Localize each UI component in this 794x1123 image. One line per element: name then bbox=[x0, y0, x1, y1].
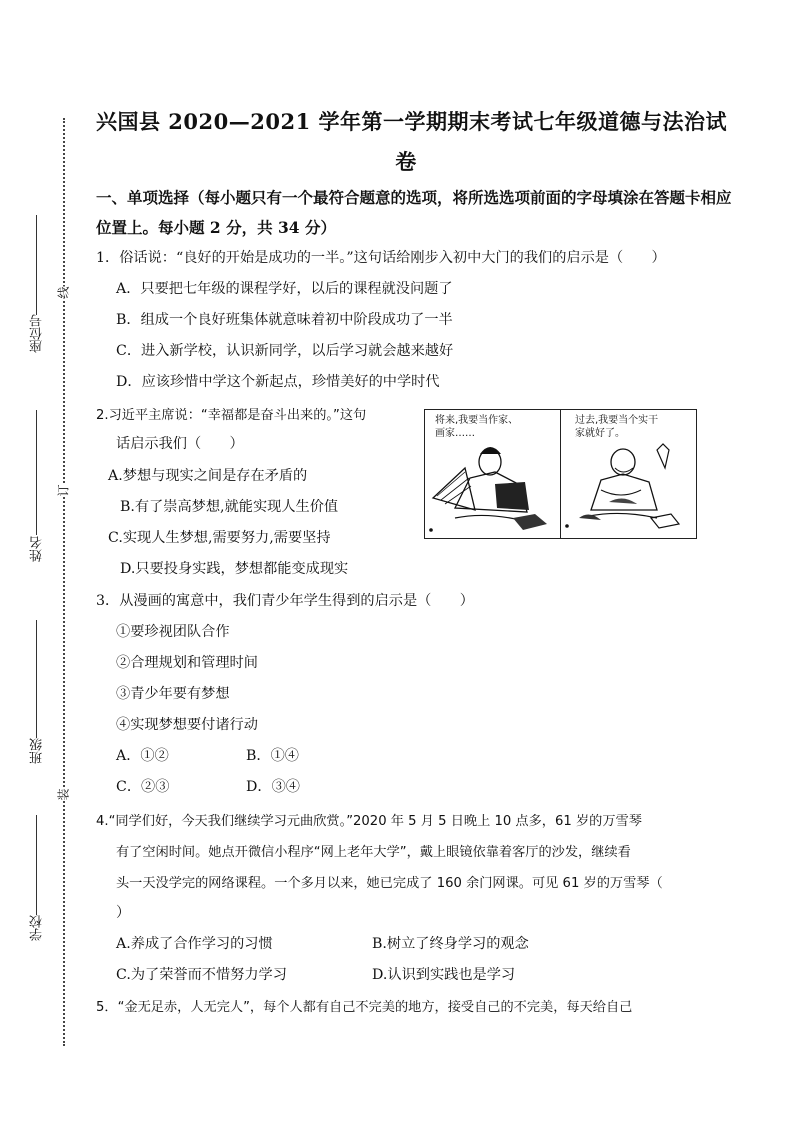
q4-line2: 有了空闲时间。她点开微信小程序“网上老年大学”，戴上眼镜依靠着客厅的沙发，继续看 bbox=[116, 845, 631, 860]
q4-line3: 头一天没学完的网络课程。一个多月以来，她已完成了 160 余门网课。可见 61 岁的万雪琴（ bbox=[116, 876, 663, 891]
q2-stem-line2: 话启示我们（ ） bbox=[116, 436, 244, 452]
q1-option-d: D．应该珍惜中学这个新起点，珍惜美好的中学时代 bbox=[116, 374, 440, 390]
school-underline bbox=[36, 815, 37, 915]
q3-option-c: C．②③ bbox=[116, 779, 170, 795]
section1-heading-line2: 位置上。每小题 2 分，共 34 分） bbox=[96, 218, 336, 237]
binding-dotted-line bbox=[63, 118, 65, 1046]
q2-option-b: B.有了崇高梦想,就能实现人生价值 bbox=[120, 499, 339, 515]
class-underline bbox=[36, 620, 37, 738]
q1-stem: 1．俗话说：“良好的开始是成功的一半。”这句话给刚步入初中大门的我们的启示是（ ） bbox=[96, 250, 666, 266]
q3-option-b: B．①④ bbox=[246, 748, 299, 764]
binding-mark-zhuang: 装 bbox=[56, 788, 71, 801]
section1-heading-line1: 一、单项选择（每小题只有一个最符合题意的选项，将所选选项前面的字母填涂在答题卡相应 bbox=[96, 188, 732, 207]
comic-right-drawing bbox=[561, 410, 696, 538]
q3-item-4: ④实现梦想要付诸行动 bbox=[116, 717, 258, 733]
class-label: 班级 bbox=[30, 738, 45, 764]
binding-mark-xian: 线 bbox=[56, 286, 71, 299]
q3-stem: 3．从漫画的寓意中，我们青少年学生得到的启示是（ ） bbox=[96, 593, 474, 609]
q3-item-3: ③青少年要有梦想 bbox=[116, 686, 230, 702]
binding-mark-ding: 订 bbox=[56, 484, 71, 497]
q2-option-d: D.只要投身实践，梦想都能变成现实 bbox=[120, 561, 349, 577]
name-label: 姓名 bbox=[30, 536, 45, 562]
q2-stem-line1: 2.习近平主席说：“幸福都是奋斗出来的。”这句 bbox=[96, 408, 367, 423]
comic-left-caption-line2: 画家…… bbox=[435, 428, 475, 439]
name-underline bbox=[36, 410, 37, 535]
q3-option-d: D．③④ bbox=[246, 779, 300, 795]
q1-option-b: B．组成一个良好班集体就意味着初中阶段成功了一半 bbox=[116, 312, 453, 328]
comic-panel-left bbox=[425, 410, 560, 538]
q1-option-a: A．只要把七年级的课程学好，以后的课程就没问题了 bbox=[116, 281, 453, 297]
exam-title-line2: 卷 bbox=[395, 149, 417, 174]
q4-option-b: B.树立了终身学习的观念 bbox=[372, 936, 529, 952]
q4-option-d: D.认识到实践也是学习 bbox=[372, 967, 516, 983]
q3-item-1: ①要珍视团队合作 bbox=[116, 624, 230, 640]
q1-option-c: C．进入新学校，认识新同学，以后学习就会越来越好 bbox=[116, 343, 454, 359]
q3-option-a: A．①② bbox=[116, 748, 169, 764]
comic-left-caption-line1: 将来,我要当作家、 bbox=[435, 415, 519, 426]
q2-option-a: A.梦想与现实之间是存在矛盾的 bbox=[108, 468, 308, 484]
q2-option-c: C.实现人生梦想,需要努力,需要坚持 bbox=[108, 530, 331, 546]
comic-left-drawing bbox=[425, 410, 560, 538]
comic-right-caption-line1: 过去,我要当个实干 bbox=[575, 415, 659, 426]
comic-right-caption-line2: 家就好了。 bbox=[575, 428, 625, 439]
q4-line1: 4.“同学们好，今天我们继续学习元曲欣赏。”2020 年 5 月 5 日晚上 10 点多，61 岁的万雪琴 bbox=[96, 814, 642, 829]
q4-option-c: C.为了荣誉而不惜努力学习 bbox=[116, 967, 287, 983]
seat-number-underline bbox=[36, 215, 37, 315]
q4-option-a: A.养成了合作学习的习惯 bbox=[116, 936, 273, 952]
comic-panel-right bbox=[561, 410, 696, 538]
q5-line1: 5．“金无足赤，人无完人”，每个人都有自己不完美的地方，接受自己的不完美，每天给自己 bbox=[96, 1000, 633, 1015]
seat-number-label: 座位号 bbox=[30, 314, 45, 353]
exam-title-line1: 兴国县 2020—2021 学年第一学期期末考试七年级道德与法治试 bbox=[96, 109, 728, 134]
q4-line4: ） bbox=[116, 905, 131, 921]
q3-item-2: ②合理规划和管理时间 bbox=[116, 655, 258, 671]
comic-illustration bbox=[424, 409, 697, 539]
school-label: 学校 bbox=[30, 915, 45, 941]
